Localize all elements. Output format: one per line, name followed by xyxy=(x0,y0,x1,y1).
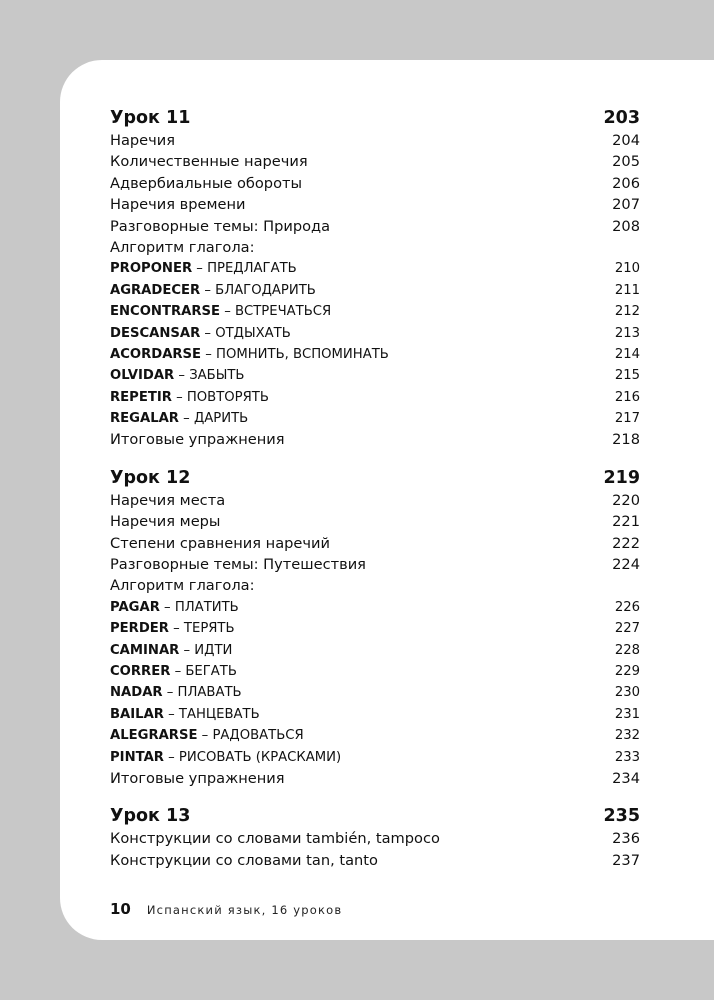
verb-name: ALEGRARSE xyxy=(110,728,198,744)
verb-name: PERDER xyxy=(110,621,169,637)
verb-entry[interactable] xyxy=(110,301,640,322)
verb-meaning: – ИДТИ xyxy=(179,642,233,658)
entry-page: 207 xyxy=(612,196,640,214)
toc-entry[interactable] xyxy=(110,216,640,237)
verb-entry[interactable] xyxy=(110,640,640,661)
verb-meaning: – РАДОВАТЬСЯ xyxy=(197,728,304,744)
toc-entry[interactable] xyxy=(110,511,640,532)
verb-meaning: – ЗАБЫТЬ xyxy=(174,368,245,384)
lesson-11-section xyxy=(110,107,640,451)
lesson-heading[interactable] xyxy=(110,107,640,130)
verb-name: BAILAR xyxy=(110,706,164,722)
verb-meaning: – БЕГАТЬ xyxy=(170,663,237,679)
verb-entry[interactable] xyxy=(110,408,640,429)
verb-entry[interactable] xyxy=(110,618,640,639)
verb-meaning: – РИСОВАТЬ (КРАСКАМИ) xyxy=(163,749,342,765)
entry-text: Итоговые упражнения xyxy=(110,769,285,787)
entry-text: Наречия меры xyxy=(110,513,221,531)
lesson-heading[interactable] xyxy=(110,467,640,490)
verb-meaning: – ДАРИТЬ xyxy=(178,411,249,427)
entry-page: 204 xyxy=(612,132,640,149)
entry-page: 231 xyxy=(614,706,640,722)
verb-meaning: – ПРЕДЛАГАТЬ xyxy=(192,261,297,277)
entry-text: Алгоритм глагола: xyxy=(110,238,255,256)
verb-meaning: – ТЕРЯТЬ xyxy=(168,621,235,637)
entry-text: Наречия времени xyxy=(110,196,246,214)
entry-page: 213 xyxy=(614,325,640,341)
entry-page: 211 xyxy=(614,282,640,298)
lesson-heading[interactable] xyxy=(110,805,640,828)
verb-meaning: – ПОМНИТЬ, ВСПОМИНАТЬ xyxy=(201,346,389,362)
toc-entry[interactable] xyxy=(110,554,640,575)
lesson-12-section xyxy=(110,467,640,789)
toc-entry[interactable] xyxy=(110,194,640,215)
verb-entry[interactable] xyxy=(110,344,640,365)
entry-page: 206 xyxy=(612,174,640,192)
book-title: Испанский язык, 16 уроков xyxy=(146,903,343,917)
entry-text: Разговорные темы: Природа xyxy=(110,217,331,235)
entry-page: 205 xyxy=(612,153,640,171)
entry-text: Адвербиальные обороты xyxy=(110,174,303,192)
entry-page: 228 xyxy=(614,642,640,658)
lesson-13-section xyxy=(110,805,640,871)
verb-name: NADAR xyxy=(110,685,163,701)
toc-subheading xyxy=(110,237,640,258)
entry-page: 216 xyxy=(614,389,640,405)
entry-text: Алгоритм глагола: xyxy=(110,577,255,595)
entry-page: 227 xyxy=(614,621,640,637)
verb-entry[interactable] xyxy=(110,725,640,746)
verb-meaning: – ПЛАТИТЬ xyxy=(159,599,239,615)
entry-page: 226 xyxy=(614,599,640,615)
verb-meaning: – ТАНЦЕВАТЬ xyxy=(163,706,260,722)
entry-page: 232 xyxy=(614,728,640,744)
verb-meaning: – ВСТРЕЧАТЬСЯ xyxy=(220,304,332,320)
entry-text: Наречия места xyxy=(110,491,226,509)
verb-meaning: – ОТДЫХАТЬ xyxy=(200,325,291,341)
lesson-page: 203 xyxy=(603,108,640,128)
page-number: 10 xyxy=(110,900,131,918)
table-of-contents xyxy=(110,107,640,887)
verb-entry[interactable] xyxy=(110,661,640,682)
lesson-title: Урок 11 xyxy=(110,108,191,128)
verb-name: PROPONER xyxy=(110,261,193,277)
entry-page: 224 xyxy=(612,556,640,574)
toc-entry[interactable] xyxy=(110,173,640,194)
entry-text: Конструкции со словами tan, tanto xyxy=(110,851,378,869)
entry-page: 220 xyxy=(612,491,640,509)
entry-text: Степени сравнения наречий xyxy=(110,534,330,552)
verb-meaning: – ПЛАВАТЬ xyxy=(162,685,242,701)
verb-name: OLVIDAR xyxy=(110,368,175,384)
entry-page: 234 xyxy=(612,769,640,787)
entry-page: 210 xyxy=(614,261,640,277)
entry-text: Итоговые упражнения xyxy=(110,431,285,449)
entry-text: Разговорные темы: Путешествия xyxy=(110,556,366,574)
verb-entry[interactable] xyxy=(110,365,640,386)
verb-entry[interactable] xyxy=(110,323,640,344)
verb-name: REPETIR xyxy=(110,389,172,405)
verb-name: PINTAR xyxy=(110,749,164,765)
entry-page: 230 xyxy=(614,685,640,701)
verb-meaning: – БЛАГОДАРИТЬ xyxy=(200,282,316,298)
lesson-title: Урок 13 xyxy=(110,806,191,827)
lesson-title: Урок 12 xyxy=(110,467,191,488)
toc-entry[interactable] xyxy=(110,850,640,871)
entry-page: 237 xyxy=(612,851,640,869)
verb-name: ACORDARSE xyxy=(110,346,202,362)
toc-entry[interactable] xyxy=(110,151,640,172)
entry-page: 217 xyxy=(614,411,640,427)
verb-name: DESCANSAR xyxy=(110,325,201,341)
verb-entry[interactable] xyxy=(110,280,640,301)
page-footer xyxy=(110,900,342,918)
entry-text: Наречия xyxy=(110,132,176,149)
toc-entry[interactable] xyxy=(110,768,640,789)
entry-page: 229 xyxy=(614,663,640,679)
verb-name: CORRER xyxy=(110,663,171,679)
lesson-page: 235 xyxy=(603,806,640,827)
entry-page: 218 xyxy=(612,431,640,449)
verb-name: CAMINAR xyxy=(110,642,180,658)
entry-text: Конструкции со словами también, tampoco xyxy=(110,830,440,848)
verb-entry[interactable] xyxy=(110,597,640,618)
entry-page: 214 xyxy=(614,346,640,362)
entry-page: 221 xyxy=(612,513,640,531)
toc-entry[interactable] xyxy=(110,429,640,450)
book-page xyxy=(60,60,714,940)
verb-name: PAGAR xyxy=(110,599,160,615)
verb-name: REGALAR xyxy=(110,411,179,427)
entry-page: 215 xyxy=(614,368,640,384)
entry-page: 236 xyxy=(612,830,640,848)
toc-entry[interactable] xyxy=(110,130,640,151)
verb-name: AGRADECER xyxy=(110,282,201,298)
toc-entry[interactable] xyxy=(110,828,640,849)
verb-entry[interactable] xyxy=(110,387,640,408)
entry-page: 208 xyxy=(612,217,640,235)
toc-subheading xyxy=(110,575,640,596)
entry-page: 233 xyxy=(614,749,640,765)
verb-entry[interactable] xyxy=(110,747,640,768)
verb-name: ENCONTRARSE xyxy=(110,304,220,320)
toc-entry[interactable] xyxy=(110,533,640,554)
verb-entry[interactable] xyxy=(110,682,640,703)
verb-entry[interactable] xyxy=(110,258,640,279)
toc-entry[interactable] xyxy=(110,490,640,511)
verb-entry[interactable] xyxy=(110,704,640,725)
entry-page: 212 xyxy=(614,304,640,320)
entry-page: 222 xyxy=(612,534,640,552)
lesson-page: 219 xyxy=(603,467,640,488)
entry-text: Количественные наречия xyxy=(110,153,308,171)
verb-meaning: – ПОВТОРЯТЬ xyxy=(171,389,269,405)
